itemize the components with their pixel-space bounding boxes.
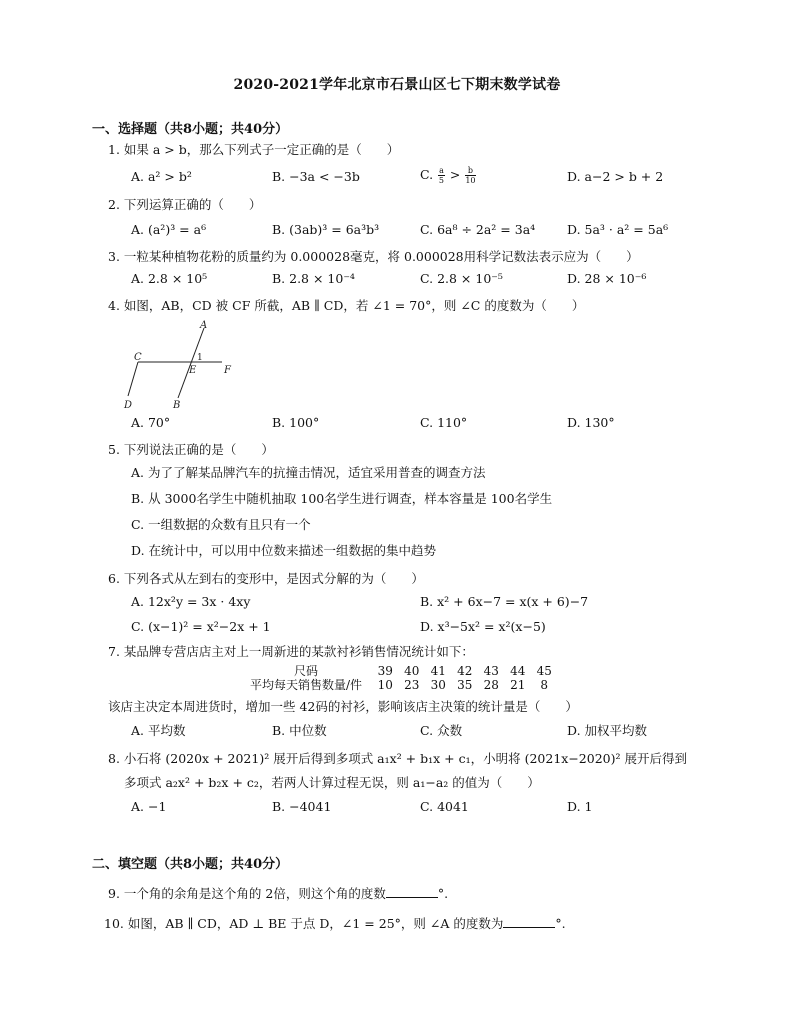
line-cd bbox=[128, 362, 138, 396]
question-5-stem: 5. 下列说法正确的是（ ） bbox=[108, 442, 274, 457]
table-row-sales bbox=[240, 678, 558, 692]
line-ab bbox=[178, 328, 204, 398]
table-cell: 42 bbox=[457, 664, 473, 678]
q2-option-b: B. (3ab)³ = 6a³b³ bbox=[272, 222, 380, 237]
q5-option-c: C. 一组数据的众数有且只有一个 bbox=[131, 517, 311, 532]
question-9 bbox=[108, 885, 448, 903]
q8-option-c: C. 4041 bbox=[420, 799, 469, 814]
label-b: B bbox=[173, 400, 181, 410]
page-title: 2020-2021学年北京市石景山区七下期末数学试卷 bbox=[233, 77, 561, 93]
question-9-text: 9. 一个角的余角是这个角的 2倍，则这个角的度数 bbox=[108, 886, 386, 901]
table-cell: 35 bbox=[457, 678, 473, 692]
q7-option-d: D. 加权平均数 bbox=[567, 723, 648, 738]
label-1: 1 bbox=[197, 353, 203, 363]
question-2-stem: 2. 下列运算正确的（ ） bbox=[108, 197, 262, 212]
label-f: F bbox=[224, 365, 231, 376]
table-cell: 41 bbox=[430, 664, 446, 678]
parallel-lines-figure bbox=[118, 318, 248, 410]
q7-option-b: B. 中位数 bbox=[272, 723, 327, 738]
question-10-text: 10. 如图，AB ∥ CD，AD ⊥ BE 于点 D，∠1 = 25°，则 ∠A 的度数为 bbox=[104, 916, 504, 931]
table-cell: 10 bbox=[377, 678, 393, 692]
q4-option-b: B. 100° bbox=[272, 415, 320, 430]
fraction-denominator: 10 bbox=[465, 176, 476, 185]
q6-option-d: D. x³−5x² = x²(x−5) bbox=[420, 619, 546, 634]
q6-option-a: A. 12x²y = 3x · 4xy bbox=[131, 594, 251, 609]
table-cell: 21 bbox=[510, 678, 526, 692]
table-row-label: 平均每天销售数量/件 bbox=[249, 678, 363, 692]
table-cell: 8 bbox=[540, 678, 549, 692]
label-d: D bbox=[124, 400, 133, 410]
question-1-stem: 1. 如果 a > b，那么下列式子一定正确的是（ ） bbox=[108, 142, 400, 157]
q1-option-d: D. a−2 > b + 2 bbox=[567, 169, 664, 184]
sales-table bbox=[240, 664, 558, 692]
table-cell: 23 bbox=[404, 678, 420, 692]
answer-blank[interactable] bbox=[503, 915, 555, 928]
fraction-numerator: a bbox=[439, 166, 444, 175]
q6-option-c: C. (x−1)² = x²−2x + 1 bbox=[131, 619, 271, 634]
question-3-stem: 3. 一粒某种植物花粉的质量约为 0.000028毫克，将 0.000028用科学记数法表示应为（ ） bbox=[108, 249, 639, 264]
fraction-b-over-10 bbox=[465, 166, 475, 185]
q4-option-a: A. 70° bbox=[131, 415, 171, 430]
fraction-denominator: 5 bbox=[438, 176, 445, 185]
table-cell: 43 bbox=[483, 664, 499, 678]
question-8-stem-line1: 8. 小石将 (2020x + 2021)² 展开后得到多项式 a₁x² + b₁x + c₁，小明将 (2021x−2020)² 展开后得到 bbox=[108, 751, 687, 766]
q1-option-a: A. a² > b² bbox=[131, 169, 192, 184]
q5-option-a: A. 为了了解某品牌汽车的抗撞击情况，适宜采用普查的调查方法 bbox=[131, 465, 486, 480]
q5-option-d: D. 在统计中，可以用中位数来描述一组数据的集中趋势 bbox=[131, 543, 437, 558]
q2-option-c: C. 6a⁸ ÷ 2a² = 3a⁴ bbox=[420, 222, 536, 237]
question-4-stem: 4. 如图，AB，CD 被 CF 所截，AB ∥ CD，若 ∠1 = 70°，则 ∠C 的度数为（ ） bbox=[108, 298, 585, 313]
table-cell: 45 bbox=[536, 664, 552, 678]
q7-option-a: A. 平均数 bbox=[131, 723, 186, 738]
table-cell: 39 bbox=[377, 664, 393, 678]
greater-than-sign: > bbox=[449, 167, 461, 182]
table-row-size bbox=[240, 664, 558, 678]
q1-option-b: B. −3a < −3b bbox=[272, 169, 360, 184]
q6-option-b: B. x² + 6x−7 = x(x + 6)−7 bbox=[420, 594, 589, 609]
q3-option-d: D. 28 × 10⁻⁶ bbox=[567, 271, 647, 286]
section-heading-fill: 二、填空题（共8小题；共40分） bbox=[92, 857, 289, 872]
q8-option-d: D. 1 bbox=[567, 799, 593, 814]
degree-suffix: °. bbox=[555, 916, 566, 931]
q5-option-b: B. 从 3000名学生中随机抽取 100名学生进行调查，样本容量是 100名学生 bbox=[131, 491, 553, 506]
q4-option-c: C. 110° bbox=[420, 415, 468, 430]
section-heading-choice: 一、选择题（共8小题；共40分） bbox=[92, 122, 289, 137]
q3-option-c: C. 2.8 × 10⁻⁵ bbox=[420, 271, 503, 286]
q3-option-a: A. 2.8 × 10⁵ bbox=[131, 271, 208, 286]
fraction-numerator: b bbox=[465, 166, 475, 176]
label-a: A bbox=[200, 320, 208, 331]
question-8-stem-line2: 多项式 a₂x² + b₂x + c₂，若两人计算过程无误，则 a₁−a₂ 的值为（ ） bbox=[124, 775, 540, 790]
q1-option-c-prefix: C. bbox=[420, 167, 438, 182]
question-10 bbox=[104, 915, 566, 933]
table-cell: 28 bbox=[483, 678, 499, 692]
table-row-label: 尺码 bbox=[293, 664, 318, 678]
answer-blank[interactable] bbox=[386, 885, 438, 898]
question-6-stem: 6. 下列各式从左到右的变形中，是因式分解的为（ ） bbox=[108, 571, 424, 586]
q8-option-b: B. −4041 bbox=[272, 799, 332, 814]
q3-option-b: B. 2.8 × 10⁻⁴ bbox=[272, 271, 355, 286]
q8-option-a: A. −1 bbox=[131, 799, 167, 814]
fraction-a-over-5 bbox=[438, 166, 445, 185]
question-7-followup: 该店主决定本周进货时，增加一些 42码的衬衫，影响该店主决策的统计量是（ ） bbox=[108, 699, 578, 714]
q2-option-a: A. (a²)³ = a⁶ bbox=[131, 222, 207, 237]
q2-option-d: D. 5a³ · a² = 5a⁶ bbox=[567, 222, 669, 237]
q4-option-d: D. 130° bbox=[567, 415, 615, 430]
label-c: C bbox=[134, 352, 142, 363]
table-cell: 30 bbox=[430, 678, 446, 692]
table-cell: 40 bbox=[404, 664, 420, 678]
label-e: E bbox=[189, 365, 197, 376]
question-7-stem: 7. 某品牌专营店店主对上一周新进的某款衬衫销售情况统计如下： bbox=[108, 644, 474, 659]
table-cell: 44 bbox=[510, 664, 526, 678]
q7-option-c: C. 众数 bbox=[420, 723, 463, 738]
q1-option-c bbox=[420, 166, 477, 185]
degree-suffix: °. bbox=[437, 886, 449, 901]
